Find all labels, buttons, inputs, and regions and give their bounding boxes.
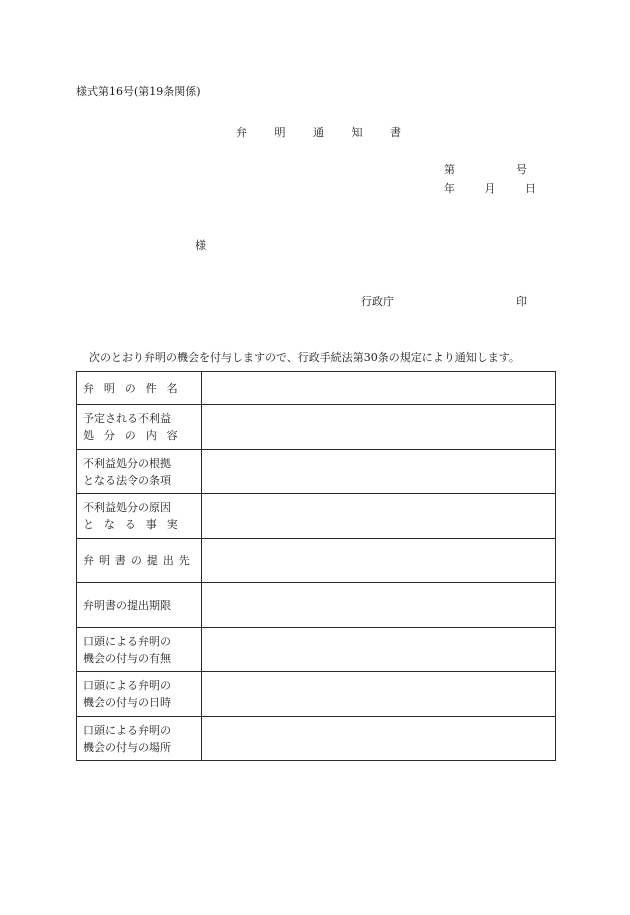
table-row bbox=[77, 628, 556, 672]
row-label-line2: 機会の付与の日時 bbox=[83, 696, 171, 709]
row-value-field[interactable] bbox=[201, 717, 555, 761]
row-label bbox=[77, 628, 202, 672]
row-value-field[interactable] bbox=[201, 539, 555, 583]
date-month: 月 bbox=[484, 182, 496, 195]
form-number: 様式第16号(第19条関係) bbox=[76, 85, 201, 98]
row-label bbox=[77, 372, 202, 405]
row-label bbox=[77, 717, 202, 761]
row-value-field[interactable] bbox=[201, 494, 555, 539]
row-label-line1: 口頭による弁明の bbox=[83, 634, 171, 648]
row-label bbox=[77, 405, 202, 450]
document-title bbox=[236, 124, 401, 140]
row-label bbox=[77, 583, 202, 628]
row-value-field[interactable] bbox=[201, 583, 555, 628]
title-char: 弁 bbox=[236, 126, 247, 139]
row-label-line1: 弁明の件名 bbox=[83, 381, 188, 395]
intro-text: 次のとおり弁明の機会を付与しますので、行政手続法第30条の規定により通知します。 bbox=[89, 351, 520, 364]
table-row bbox=[77, 672, 556, 717]
row-label-line2: 機会の付与の場所 bbox=[83, 740, 171, 754]
row-label-line2: 処分の内容 bbox=[83, 429, 188, 442]
title-char: 通 bbox=[313, 126, 324, 139]
table-row bbox=[77, 539, 556, 583]
row-label-line1: 不利益処分の根拠 bbox=[83, 456, 171, 470]
row-label bbox=[77, 450, 202, 494]
addressee-suffix: 様 bbox=[195, 239, 206, 252]
row-label-line2: となる法令の条項 bbox=[83, 473, 171, 487]
table-row bbox=[77, 583, 556, 628]
row-label-line2: となる事実 bbox=[83, 518, 188, 531]
date-year: 年 bbox=[444, 182, 455, 195]
row-value-field[interactable] bbox=[201, 672, 555, 717]
row-label-line1: 弁明書の提出期限 bbox=[83, 598, 171, 612]
doc-number-suffix: 号 bbox=[516, 163, 527, 176]
row-label-line1: 弁明書の提出先 bbox=[83, 554, 195, 567]
row-label bbox=[77, 672, 202, 717]
title-char: 明 bbox=[274, 126, 286, 139]
table-row bbox=[77, 372, 556, 405]
title-char: 書 bbox=[390, 126, 401, 139]
table-row bbox=[77, 405, 556, 450]
table-row bbox=[77, 450, 556, 494]
seal-mark: 印 bbox=[516, 295, 527, 308]
row-value-field[interactable] bbox=[201, 628, 555, 672]
issuing-agency: 行政庁 bbox=[361, 295, 394, 308]
date-day: 日 bbox=[525, 182, 536, 195]
row-value-field[interactable] bbox=[201, 372, 555, 405]
row-label-line1: 不利益処分の原因 bbox=[83, 501, 171, 514]
table-row bbox=[77, 717, 556, 761]
row-label bbox=[77, 539, 202, 583]
title-char: 知 bbox=[351, 126, 363, 139]
row-value-field[interactable] bbox=[201, 405, 555, 450]
row-label-line1: 口頭による弁明の bbox=[83, 723, 171, 737]
row-label-line1: 口頭による弁明の bbox=[83, 679, 171, 692]
issue-date bbox=[444, 180, 536, 196]
row-label-line1: 予定される不利益 bbox=[83, 412, 171, 425]
row-value-field[interactable] bbox=[201, 450, 555, 494]
table-row bbox=[77, 494, 556, 539]
row-label bbox=[77, 494, 202, 539]
notice-form-table bbox=[76, 371, 556, 761]
row-label-line2: 機会の付与の有無 bbox=[83, 651, 171, 665]
doc-number-prefix: 第 bbox=[444, 163, 455, 176]
